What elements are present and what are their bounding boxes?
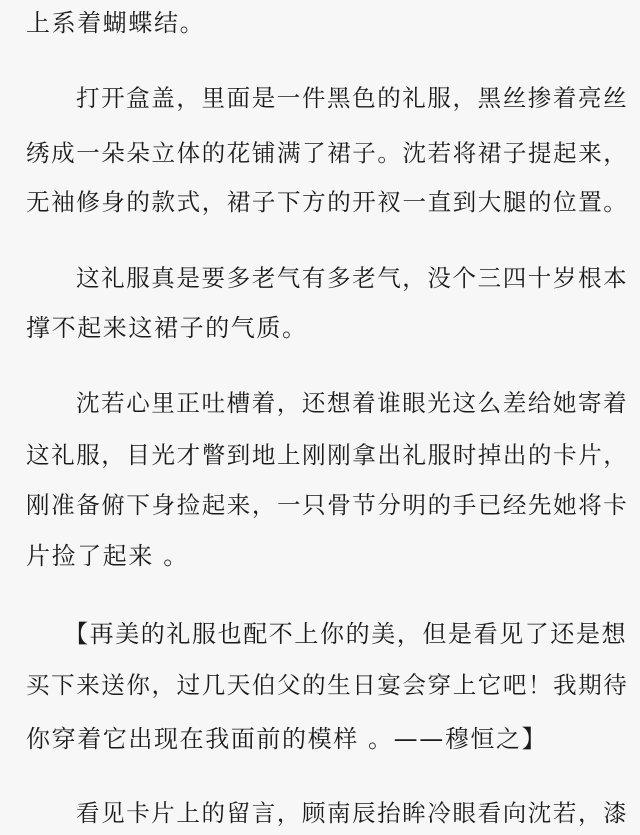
text-line: 上系着蝴蝶结。 [26, 9, 206, 37]
text-line: 绣成一朵朵立体的花铺满了裙子。沈若将裙子提起来， [26, 139, 629, 167]
text-line: 打开盒盖，里面是一件黑色的礼服，黑丝掺着亮丝 [76, 84, 629, 112]
text-line: 买下来送你，过几天伯父的生日宴会穿上它吧！我期待 [26, 671, 629, 699]
text-line: 这礼服真是要多老气有多老气，没个三四十岁根本 [76, 264, 629, 292]
text-line: 片捡了起来 。 [26, 542, 189, 570]
text-line: 刚准备俯下身捡起来，一只骨节分明的手已经先她将卡 [26, 491, 629, 519]
text-line: 无袖修身的款式，裙子下方的开衩一直到大腿的位置。 [26, 188, 629, 216]
text-line: 沈若心里正吐槽着，还想着谁眼光这么差给她寄着 [76, 389, 629, 417]
text-line: 看见卡片上的留言，顾南辰抬眸冷眼看向沈若，漆 [76, 799, 629, 827]
text-line: 这礼服，目光才瞥到地上刚刚拿出礼服时掉出的卡片， [26, 441, 629, 469]
text-line: 【再美的礼服也配不上你的美，但是看见了还是想 [64, 620, 628, 648]
text-line: 撑不起来这裙子的气质。 [26, 314, 308, 342]
text-line: 你穿着它出现在我面前的模样 。——穆恒之】 [26, 725, 548, 753]
